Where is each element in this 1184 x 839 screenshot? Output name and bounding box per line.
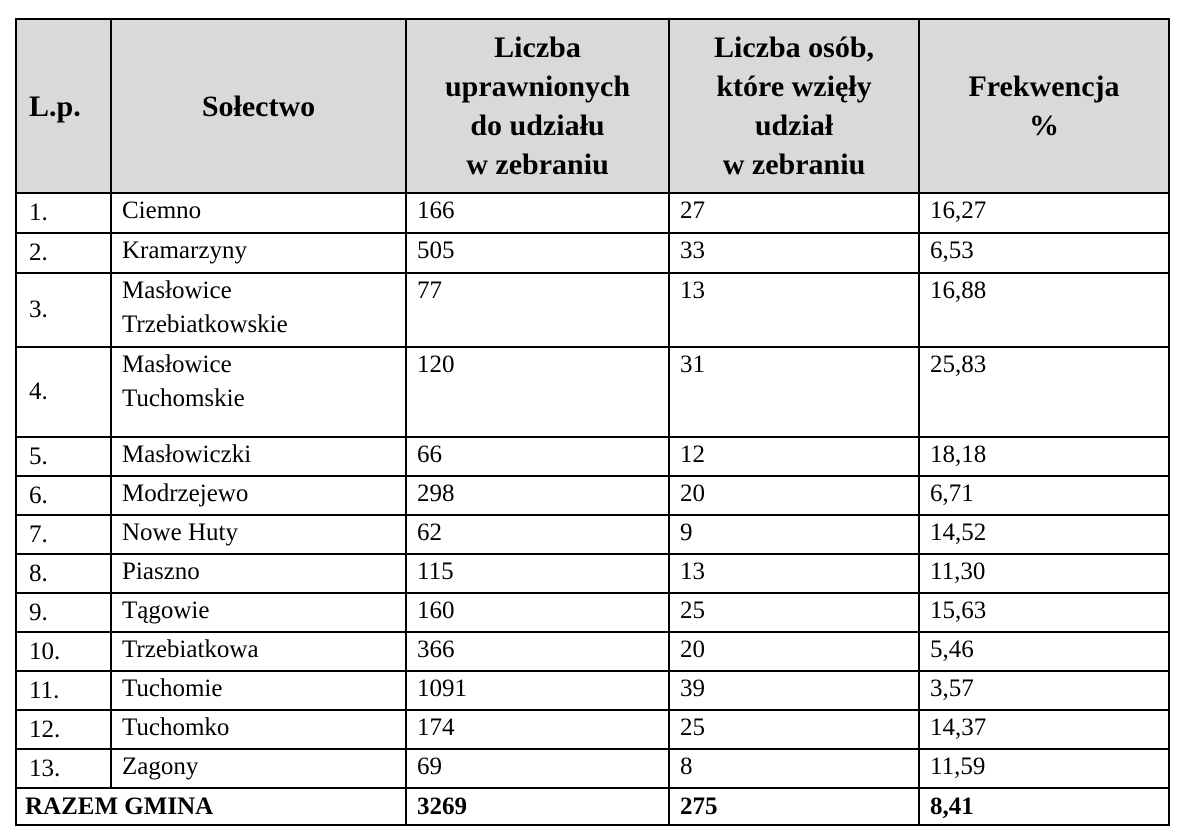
cell-solectwo: [111, 710, 406, 749]
table-body: [16, 193, 1169, 788]
cell-uczestnicy: 13: [669, 554, 919, 593]
table-row: [16, 476, 1169, 515]
cell-uczestnicy: 20: [669, 632, 919, 671]
cell-uprawnieni: 1091: [406, 671, 669, 710]
cell-lp: 2.: [16, 233, 111, 273]
total-uprawnieni: 3269: [406, 788, 669, 825]
cell-solectwo: [111, 273, 406, 347]
header-uczestnicy-line: udział: [754, 109, 834, 142]
cell-lp: 5.: [16, 437, 111, 476]
cell-solectwo-line: Tuchomskie: [122, 385, 245, 412]
table-row: [16, 193, 1169, 233]
cell-frekwencja: 15,63: [919, 593, 1169, 632]
table-row: [16, 554, 1169, 593]
cell-lp: 7.: [16, 515, 111, 554]
table-row: [16, 347, 1169, 437]
cell-uprawnieni: 174: [406, 710, 669, 749]
cell-solectwo-line: Masłowiczki: [122, 441, 252, 468]
cell-uprawnieni: 77: [406, 273, 669, 347]
cell-solectwo: [111, 476, 406, 515]
cell-solectwo-line: Nowe Huty: [122, 519, 238, 546]
cell-lp: 11.: [16, 671, 111, 710]
cell-uczestnicy: 25: [669, 710, 919, 749]
table-row: [16, 593, 1169, 632]
cell-uczestnicy: 31: [669, 347, 919, 437]
total-frekwencja: 8,41: [919, 788, 1169, 825]
cell-solectwo: [111, 515, 406, 554]
turnout-table: [15, 18, 1170, 826]
table-row: [16, 437, 1169, 476]
header-lp: L.p.: [16, 19, 111, 193]
cell-solectwo: [111, 233, 406, 273]
header-uczestnicy-line: Liczba osób,: [713, 31, 875, 64]
cell-solectwo: [111, 749, 406, 788]
cell-uczestnicy: 9: [669, 515, 919, 554]
cell-lp: 9.: [16, 593, 111, 632]
cell-solectwo-line: Masłowice: [122, 277, 232, 304]
header-solectwo: Sołectwo: [111, 19, 406, 193]
table-row: [16, 632, 1169, 671]
cell-lp: 10.: [16, 632, 111, 671]
cell-lp: 8.: [16, 554, 111, 593]
cell-lp: 1.: [16, 193, 111, 233]
cell-frekwencja: 6,71: [919, 476, 1169, 515]
cell-frekwencja: 14,37: [919, 710, 1169, 749]
cell-lp: 3.: [16, 273, 111, 347]
cell-frekwencja: 16,27: [919, 193, 1169, 233]
cell-uczestnicy: 27: [669, 193, 919, 233]
cell-uprawnieni: 120: [406, 347, 669, 437]
cell-lp: 12.: [16, 710, 111, 749]
table-row: [16, 749, 1169, 788]
cell-uprawnieni: 62: [406, 515, 669, 554]
cell-solectwo-line: Ciemno: [122, 197, 202, 224]
cell-frekwencja: 16,88: [919, 273, 1169, 347]
total-label: RAZEM GMINA: [16, 788, 406, 825]
cell-lp: 4.: [16, 347, 111, 437]
cell-solectwo-line: Piaszno: [122, 558, 200, 585]
cell-uprawnieni: 69: [406, 749, 669, 788]
cell-solectwo-line: Tuchomie: [122, 675, 223, 702]
header-uczestnicy: [669, 19, 919, 193]
total-uczestnicy: 275: [669, 788, 919, 825]
header-uczestnicy-line: które wzięły: [716, 70, 872, 103]
total-row: [16, 788, 1169, 825]
table-row: [16, 515, 1169, 554]
header-row: [16, 19, 1169, 193]
cell-uprawnieni: 166: [406, 193, 669, 233]
header-uprawnieni-line: Liczba: [494, 31, 581, 64]
cell-solectwo: [111, 632, 406, 671]
header-frekwencja-line: %: [1029, 109, 1059, 142]
table-row: [16, 233, 1169, 273]
table-row: [16, 671, 1169, 710]
cell-uprawnieni: 115: [406, 554, 669, 593]
cell-solectwo-line: Tuchomko: [122, 714, 230, 741]
cell-frekwencja: 3,57: [919, 671, 1169, 710]
cell-frekwencja: 6,53: [919, 233, 1169, 273]
header-uprawnieni-line: w zebraniu: [466, 148, 609, 181]
cell-uczestnicy: 39: [669, 671, 919, 710]
cell-solectwo-line: Masłowice: [122, 351, 232, 378]
cell-lp: 6.: [16, 476, 111, 515]
cell-frekwencja: 14,52: [919, 515, 1169, 554]
header-frekwencja: [919, 19, 1169, 193]
cell-lp: 13.: [16, 749, 111, 788]
cell-frekwencja: 11,59: [919, 749, 1169, 788]
cell-solectwo-line: Zagony: [122, 753, 199, 780]
header-uczestnicy-line: w zebraniu: [722, 148, 866, 181]
cell-solectwo-line: Tągowie: [122, 597, 210, 624]
cell-solectwo: [111, 347, 406, 437]
header-uprawnieni-line: do udziału: [470, 109, 605, 142]
cell-solectwo-line: Modrzejewo: [122, 480, 249, 507]
cell-uprawnieni: 66: [406, 437, 669, 476]
cell-uczestnicy: 33: [669, 233, 919, 273]
table-row: [16, 710, 1169, 749]
cell-solectwo: [111, 554, 406, 593]
cell-frekwencja: 25,83: [919, 347, 1169, 437]
cell-uczestnicy: 20: [669, 476, 919, 515]
cell-solectwo-line: Trzebiatkowskie: [122, 311, 288, 338]
cell-uprawnieni: 160: [406, 593, 669, 632]
cell-frekwencja: 11,30: [919, 554, 1169, 593]
cell-frekwencja: 5,46: [919, 632, 1169, 671]
cell-uczestnicy: 13: [669, 273, 919, 347]
table-row: [16, 273, 1169, 347]
cell-uprawnieni: 366: [406, 632, 669, 671]
cell-uczestnicy: 25: [669, 593, 919, 632]
cell-uprawnieni: 505: [406, 233, 669, 273]
header-uprawnieni: [406, 19, 669, 193]
cell-solectwo: [111, 193, 406, 233]
header-frekwencja-line: Frekwencja: [968, 70, 1120, 103]
cell-solectwo: [111, 593, 406, 632]
cell-uprawnieni: 298: [406, 476, 669, 515]
cell-uczestnicy: 8: [669, 749, 919, 788]
cell-frekwencja: 18,18: [919, 437, 1169, 476]
cell-solectwo-line: Trzebiatkowa: [122, 636, 259, 663]
cell-uczestnicy: 12: [669, 437, 919, 476]
header-uprawnieni-line: uprawnionych: [444, 70, 631, 103]
cell-solectwo: [111, 437, 406, 476]
cell-solectwo: [111, 671, 406, 710]
cell-solectwo-line: Kramarzyny: [122, 237, 247, 264]
